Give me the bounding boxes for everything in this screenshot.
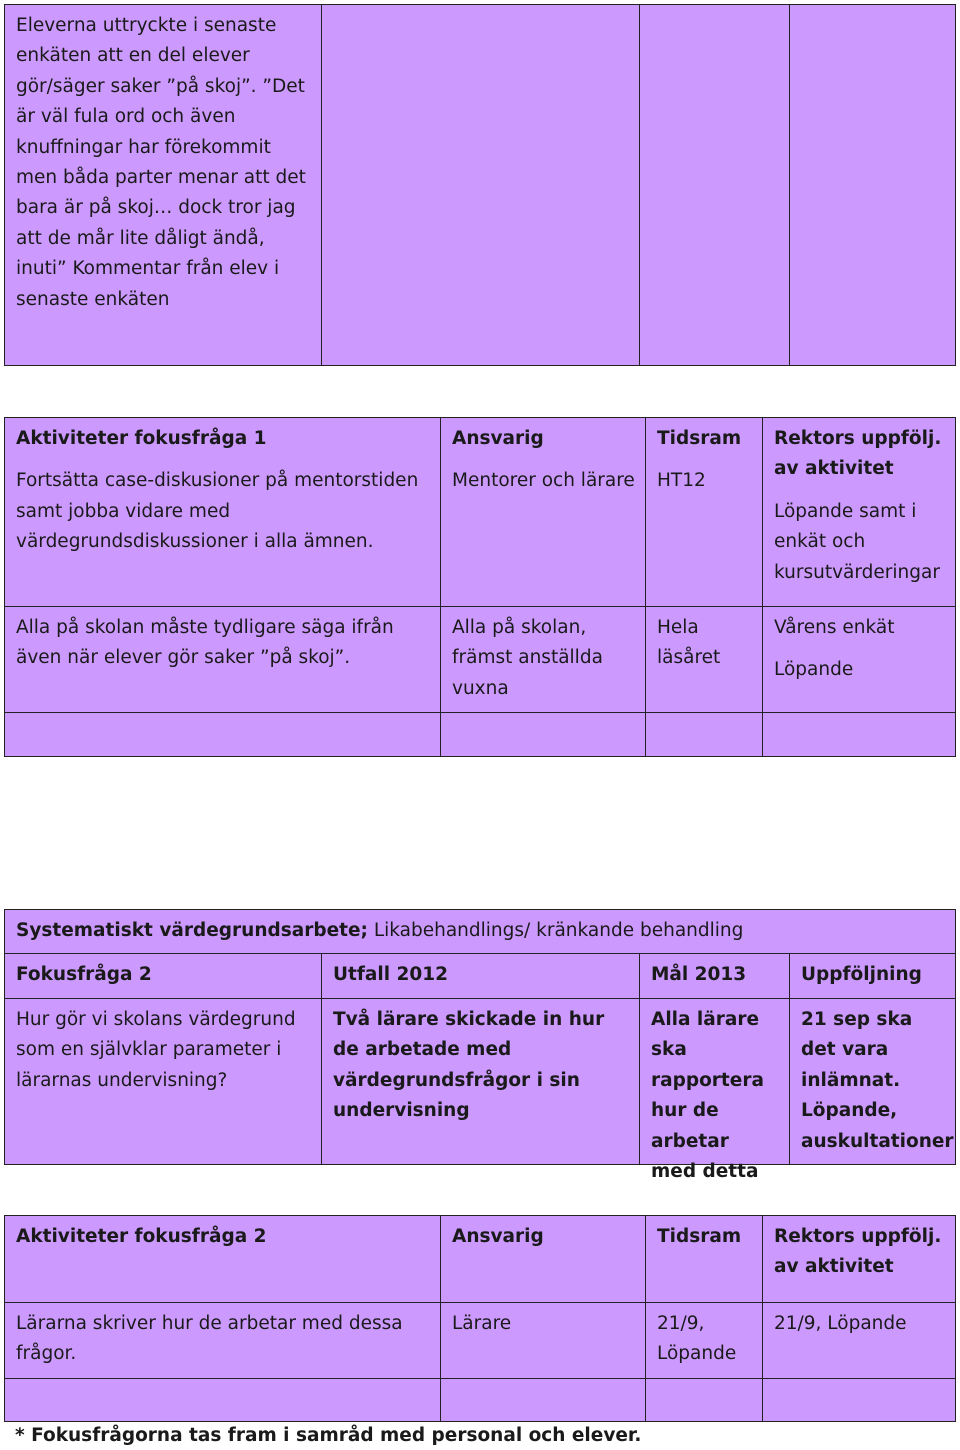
activities-1-row1-activity: Fortsätta case-diskusioner på mentorstiden samt jobba vidare med värdegrundsdiskussioner i alla ämnen.: [16, 470, 419, 553]
activities-2-header-followup-cell: [762, 1215, 956, 1303]
focus-2-outcome-cell: [321, 998, 640, 1165]
activities-1-responsible-cell: [440, 417, 646, 607]
focus-2-header-goal: Mål 2013: [651, 964, 747, 985]
focus-2-question-cell: [4, 998, 322, 1165]
goal-cell-empty: [639, 4, 790, 366]
activities-1-activity-cell: [4, 417, 441, 607]
focus-2-header-question: Fokusfråga 2: [16, 964, 152, 985]
activities-1-header-responsible: Ansvarig: [452, 428, 544, 449]
activities-2-row1-activity: Lärarna skriver hur de arbetar med dessa frågor.: [16, 1313, 403, 1365]
focus-2-header-question-cell: [4, 953, 322, 999]
focus-2-header-goal-cell: [639, 953, 790, 999]
focus-2-title: [16, 916, 945, 946]
footnote: * Fokusfrågorna tas fram i samråd med personal och elever.: [15, 1425, 642, 1446]
activities-2-header-followup: Rektors uppfölj. av aktivitet: [774, 1226, 942, 1278]
focus-2-header-outcome-cell: [321, 953, 640, 999]
activities-2-row1-timeframe: 21/9, Löpande: [657, 1313, 737, 1365]
activities-1-row2-responsible-cell: [440, 606, 646, 713]
activities-2-header-timeframe-cell: [645, 1215, 763, 1303]
activities-1-timeframe-cell: [645, 417, 763, 607]
activities-2-header-activity: Aktiviteter fokusfråga 2: [16, 1226, 267, 1247]
activities-1-empty-row-responsible: [440, 712, 646, 757]
followup-cell-empty: [789, 4, 956, 366]
outcome-cell-empty: [321, 4, 640, 366]
activities-2-empty-row-timeframe: [645, 1378, 763, 1422]
focus-2-goal: Alla lärare ska rapportera hur de arbetar med detta: [651, 1009, 764, 1183]
activities-1-row2-timeframe: Hela läsåret: [657, 617, 721, 669]
student-quote: Eleverna uttryckte i senaste enkäten att en del elever gör/säger saker ”på skoj”. ”Det är väl fula ord och även knuffningar har förekommit men båda parter menar att det bara är på skoj… dock tror jag att de mår lite dåligt ändå, inuti” Kommentar från elev i senaste enkäten: [16, 15, 306, 310]
activities-1-row2-activity: Alla på skolan måste tydligare säga ifrån även när elever gör saker ”på skoj”.: [16, 617, 394, 669]
activities-2-empty-row-followup: [762, 1378, 956, 1422]
activities-1-empty-row-followup: [762, 712, 956, 757]
activities-2-header-activity-cell: [4, 1215, 441, 1303]
focus-2-header-followup: Uppföljning: [801, 964, 922, 985]
activities-1-row2-activity-cell: [4, 606, 441, 713]
focus-2-followup-cell: [789, 998, 956, 1165]
focus-2-title-cell: [4, 909, 956, 954]
focus-2-title-rest: Likabehandlings/ kränkande behandling: [367, 920, 744, 941]
activities-1-followup-cell: [762, 417, 956, 607]
activities-2-row1-followup-cell: [762, 1302, 956, 1379]
focus-2-question: Hur gör vi skolans värdegrund som en självklar parameter i lärarnas undervisning?: [16, 1009, 296, 1091]
activities-1-row1-followup: Löpande samt i enkät och kursutvärderingar: [774, 500, 940, 583]
activities-2-empty-row-activity: [4, 1378, 441, 1422]
activities-1-empty-row-timeframe: [645, 712, 763, 757]
focus-2-goal-cell: [639, 998, 790, 1183]
activities-1-row2-followup-1: Vårens enkät: [774, 617, 895, 638]
activities-2-header-responsible: Ansvarig: [452, 1226, 544, 1247]
focus-2-followup: 21 sep ska det vara inlämnat. Löpande, auskultationer: [801, 1009, 954, 1152]
activities-2-empty-row-responsible: [440, 1378, 646, 1422]
activities-2-header-timeframe: Tidsram: [657, 1226, 742, 1247]
activities-1-header-timeframe: Tidsram: [657, 428, 742, 449]
focus-2-header-outcome: Utfall 2012: [333, 964, 449, 985]
activities-1-row2-timeframe-cell: [645, 606, 763, 713]
activities-1-row1-responsible: Mentorer och lärare: [452, 470, 635, 492]
activities-1-row1-timeframe: HT12: [657, 470, 706, 492]
activities-1-row2-responsible: Alla på skolan, främst anställda vuxna: [452, 617, 603, 699]
activities-1-header-activity: Aktiviteter fokusfråga 1: [16, 428, 267, 449]
activities-2-row1-responsible-cell: [440, 1302, 646, 1379]
activities-1-row2-followup-cell: [762, 606, 956, 713]
activities-2-row1-timeframe-cell: [645, 1302, 763, 1379]
activities-2-row1-followup: 21/9, Löpande: [774, 1313, 907, 1334]
activities-1-empty-row-activity: [4, 712, 441, 757]
activities-2-row1-responsible: Lärare: [452, 1313, 512, 1334]
activities-1-header-followup: Rektors uppfölj. av aktivitet: [774, 428, 942, 480]
quote-cell: [4, 4, 322, 366]
focus-2-title-bold: Systematiskt värdegrundsarbete;: [16, 920, 368, 941]
activities-2-header-responsible-cell: [440, 1215, 646, 1303]
activities-2-row1-activity-cell: [4, 1302, 441, 1379]
activities-1-row2-followup-2: Löpande: [774, 659, 854, 681]
focus-2-outcome: Två lärare skickade in hur de arbetade med värdegrundsfrågor i sin undervisning: [333, 1009, 605, 1122]
focus-2-header-followup-cell: [789, 953, 956, 999]
